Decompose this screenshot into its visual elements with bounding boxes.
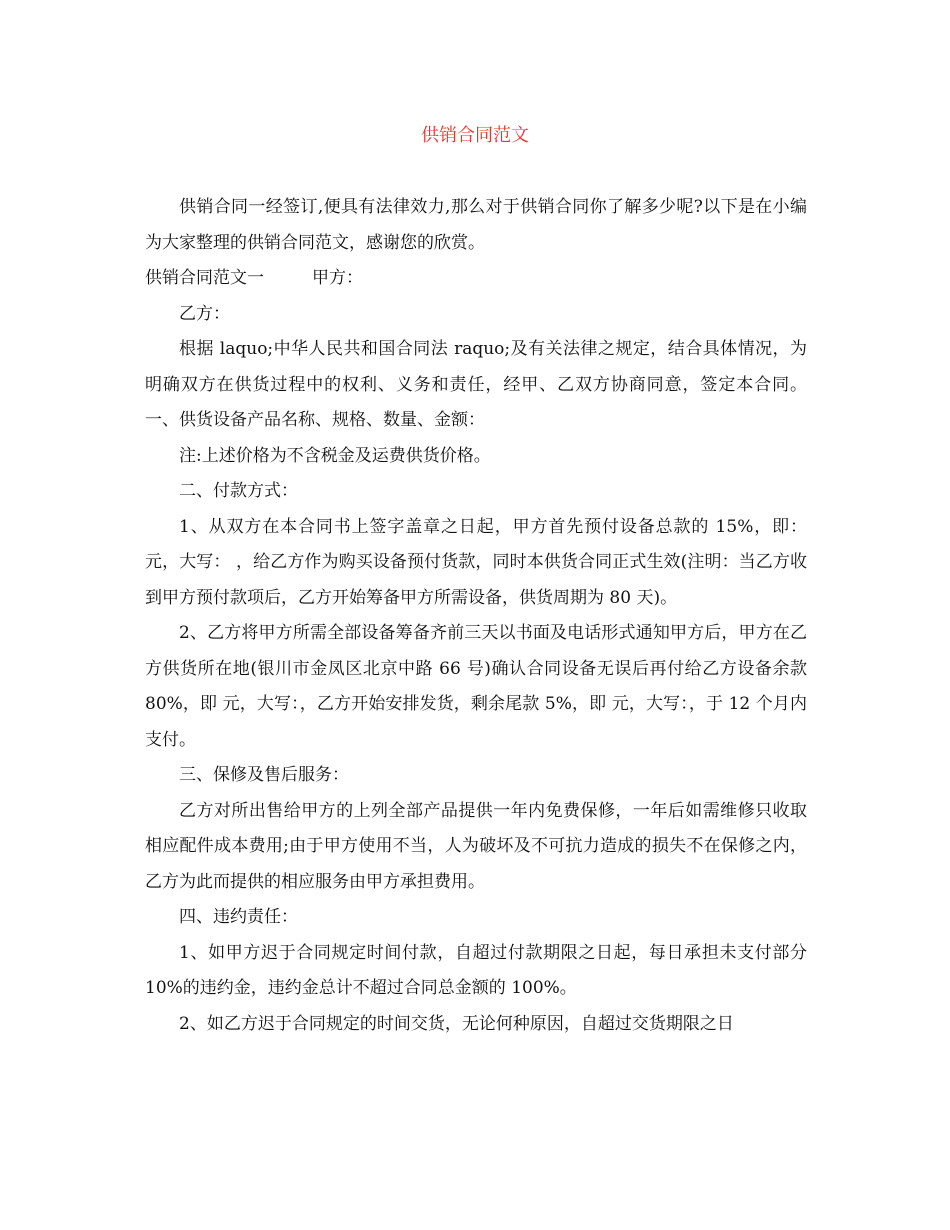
heading-line (145, 261, 807, 297)
section-heading-payment: 二、付款方式： (179, 481, 298, 501)
party-a-label: 甲方： (312, 268, 363, 288)
liability-clause-2: 2、如乙方迟于合同规定的时间交货，无论何种原因，自超过交货期限之日 (179, 1013, 734, 1034)
section-heading-warranty: 三、保修及售后服务： (179, 765, 349, 785)
section-heading: 供销合同范文一 (145, 268, 264, 288)
payment-clause-2: 2、乙方将甲方所需全部设备筹备齐前三天以书面及电话形式通知甲方后，甲方在乙方供货所在地(银川市金凤区北京中路 66 号)确认合同设备无误后再付给乙方设备余款 80%，即 元，大写：，乙方开始安排发货，剩余尾款 5%，即 元，大写：，于 12 个月内支付。 (145, 623, 807, 750)
section-heading-liability: 四、违约责任： (179, 907, 298, 927)
party-b-label: 乙方： (179, 303, 230, 324)
document-title: 供销合同范文 (421, 125, 529, 146)
document-body (145, 190, 807, 1042)
intro-paragraph: 供销合同一经签订,便具有法律效力,那么对于供销合同你了解多少呢?以下是在小编为大家整理的供销合同范文，感谢您的欣赏。 (145, 197, 807, 253)
price-note: 注:上述价格为不含税金及运费供货价格。 (179, 445, 491, 466)
payment-clause-1: 1、从双方在本合同书上签字盖章之日起，甲方首先预付设备总款的 15%，即： 元，大写： ，给乙方作为购买设备预付货款，同时本供货合同正式生效(注明：当乙方收到甲方预付款项后，乙方开始筹备甲方所需设备，供货周期为 80 天)。 (145, 516, 807, 608)
warranty-clause: 乙方对所出售给甲方的上列全部产品提供一年内免费保修，一年后如需维修只收取相应配件成本费用;由于甲方使用不当，人为破坏及不可抗力造成的损失不在保修之内，乙方为此而提供的相应服务由甲方承担费用。 (145, 800, 807, 892)
contract-preamble: 根据 laquo;中华人民共和国合同法 raquo;及有关法律之规定，结合具体情况，为明确双方在供货过程中的权利、义务和责任，经甲、乙双方协商同意，签定本合同。 一、供货设备产品名称、规格、数量、金额： (145, 339, 807, 430)
liability-clause-1: 1、如甲方迟于合同规定时间付款，自超过付款期限之日起，每日承担未支付部分 10%的违约金，违约金总计不超过合同总金额的 100%。 (145, 942, 807, 998)
